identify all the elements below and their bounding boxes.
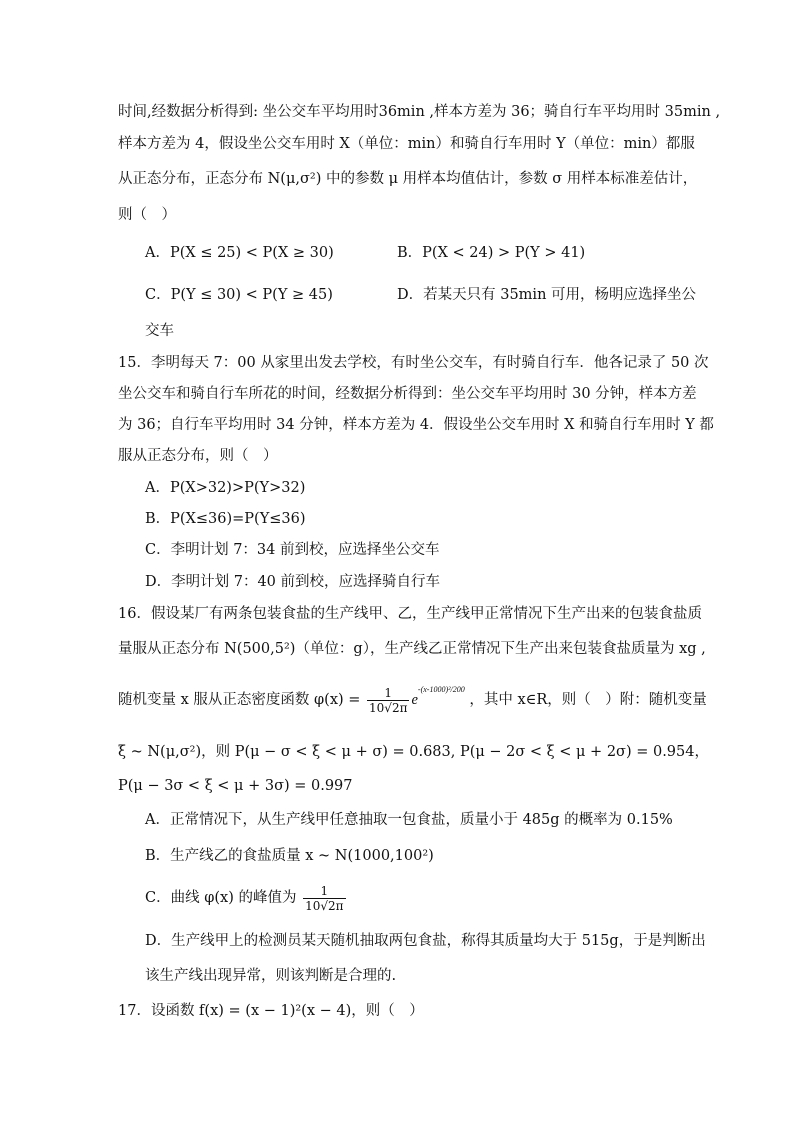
q16-line-5: P(μ − 3σ < ξ < μ + 3σ) = 0.997 <box>118 778 353 794</box>
q14-option-d-cont: 交车 <box>145 323 174 339</box>
q15-line-1: 15．李明每天 7：00 从家里出发去学校，有时坐公交车，有时骑自行车．他各记录了 50 次 <box>118 355 709 371</box>
q16-line-3-tail: ，其中 x∈R，则（ ）附：随机变量 <box>469 692 707 708</box>
q14-option-b: B．P(X < 24) > P(Y > 41) <box>397 245 586 261</box>
q16-option-b: B．生产线乙的食盐质量 x ~ N(1000,100²) <box>145 848 434 864</box>
q16-line-2: 量服从正态分布 N(500,5²)（单位：g），生产线乙正常情况下生产出来包装食盐质量为 xg , <box>118 641 706 657</box>
q14-line-3: 从正态分布，正态分布 N(μ,σ²) 中的参数 μ 用样本均值估计，参数 σ 用样本标准差估计， <box>118 171 698 187</box>
q16-fraction-denominator: 10√2π <box>369 700 408 715</box>
q16-exp-power: -(x-1000)²/200 <box>417 685 465 694</box>
q14-option-d: D．若某天只有 35min 可用，杨明应选择坐公 <box>397 287 697 303</box>
q16-line-3 <box>118 682 707 720</box>
q16-density-fraction <box>367 686 409 715</box>
q15-option-c: C．李明计划 7：34 前到校，应选择坐公交车 <box>145 542 440 558</box>
q16-option-c-text: C．曲线 φ(x) 的峰值为 <box>145 890 297 906</box>
q16-option-c <box>145 880 348 916</box>
q14-line-2: 样本方差为 4，假设坐公交车用时 X（单位：min）和骑自行车用时 Y（单位：min）都服 <box>118 136 695 152</box>
q16-line-4: ξ ~ N(μ,σ²)，则 P(μ − σ < ξ < μ + σ) = 0.683, P(μ − 2σ < ξ < μ + 2σ) = 0.954， <box>118 744 709 760</box>
q15-option-b: B．P(X≤36)=P(Y≤36) <box>145 511 306 527</box>
q16-line-1: 16．假设某厂有两条包装食盐的生产线甲、乙，生产线甲正常情况下生产出来的包装食盐质 <box>118 606 702 622</box>
q16-peak-fraction <box>303 884 345 913</box>
q14-line-4: 则（ ） <box>118 207 176 223</box>
q15-line-2: 坐公交车和骑自行车所花的时间，经数据分析得到：坐公交车平均用时 30 分钟，样本方差 <box>118 386 697 402</box>
q16-peak-denominator: 10√2π <box>305 898 344 913</box>
q16-option-a: A．正常情况下，从生产线甲任意抽取一包食盐，质量小于 485g 的概率为 0.15% <box>145 812 673 828</box>
q14-line-1: 时间,经数据分析得到: 坐公交车平均用时36min ,样本方差为 36；骑自行车平均用时 35min , <box>118 104 721 120</box>
q16-option-d: D．生产线甲上的检测员某天随机抽取两包食盐，称得其质量均大于 515g，于是判断出 <box>145 933 706 949</box>
q15-option-a: A．P(X>32)>P(Y>32) <box>145 480 306 496</box>
q14-option-a: A．P(X ≤ 25) < P(X ≥ 30) <box>145 245 334 261</box>
q17-line-1: 17．设函数 f(x) = (x − 1)²(x − 4)，则（ ） <box>118 1003 424 1019</box>
q16-exp-base: e <box>411 692 418 708</box>
q15-line-3: 为 36；自行车平均用时 34 分钟，样本方差为 4．假设坐公交车用时 X 和骑自行车用时 Y 都 <box>118 417 714 433</box>
q16-line-3-lead: 随机变量 x 服从正态密度函数 φ(x) = <box>118 692 361 708</box>
q15-line-4: 服从正态分布，则（ ） <box>118 448 278 464</box>
q16-fraction-numerator: 1 <box>367 686 409 701</box>
q15-option-d: D．李明计划 7：40 前到校，应选择骑自行车 <box>145 574 441 590</box>
q16-peak-numerator: 1 <box>303 884 345 899</box>
q14-option-c: C．P(Y ≤ 30) < P(Y ≥ 45) <box>145 287 333 303</box>
q16-option-d-cont: 该生产线出现异常，则该判断是合理的. <box>145 968 397 984</box>
